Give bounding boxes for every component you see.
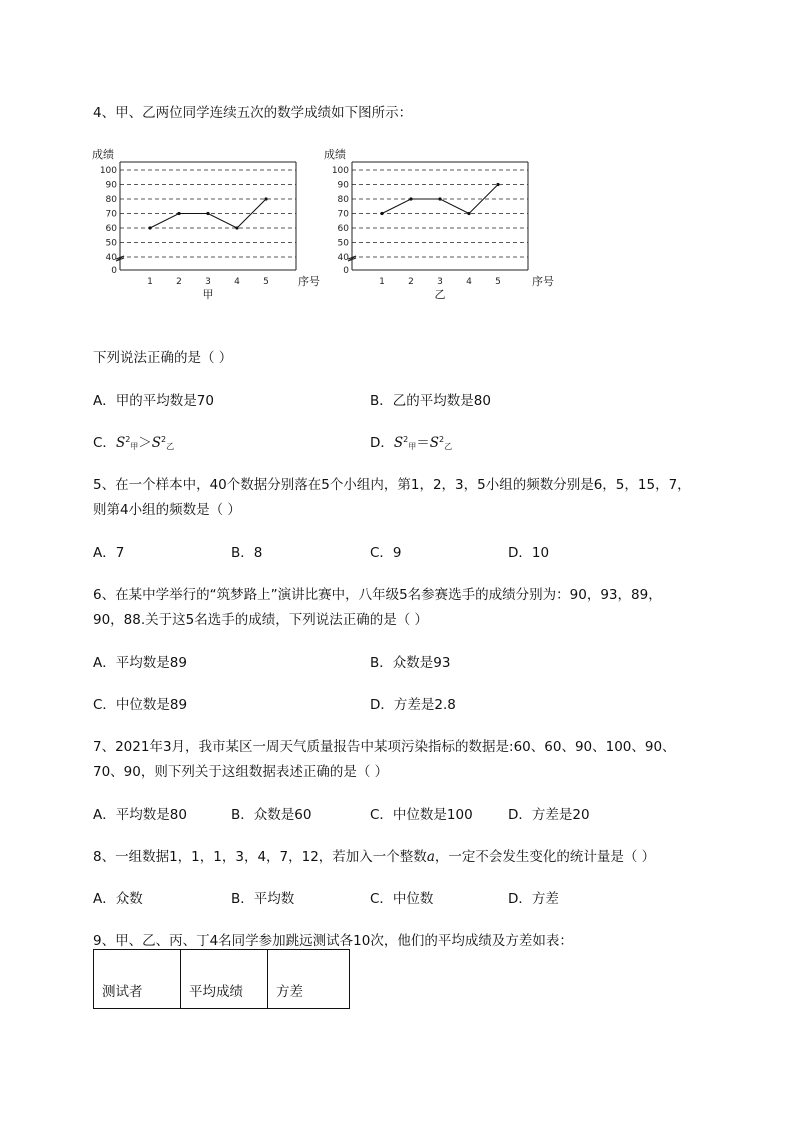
x-tick-label: 2 (408, 277, 414, 287)
q7-option-c[interactable]: C．中位数是100 (370, 807, 473, 823)
data-point (467, 212, 470, 215)
power-symbol: 2 (403, 435, 409, 444)
x-tick-label: 1 (379, 277, 385, 287)
data-point (148, 226, 151, 229)
x-tick-label: 1 (147, 277, 153, 287)
y-axis-label: 成绩 (92, 148, 114, 161)
q7-option-d[interactable]: D．方差是20 (508, 807, 590, 823)
y-tick-label: 80 (105, 195, 117, 205)
q7-option-a[interactable]: A．平均数是80 (93, 807, 187, 823)
data-point (235, 226, 238, 229)
q8-option-a[interactable]: A．众数 (93, 891, 143, 907)
table-row (94, 950, 350, 1009)
data-point (206, 212, 209, 215)
q4-stem: 4、甲、乙两位同学连续五次的数学成绩如下图所示： (93, 105, 413, 121)
y-tick-label: 60 (337, 224, 349, 234)
subscript-label: 甲 (130, 442, 139, 451)
data-point (496, 183, 499, 186)
q9-table (93, 949, 350, 1009)
q8-stem (93, 845, 655, 865)
data-point (264, 197, 267, 200)
q4-option-b[interactable]: B．乙的平均数是80 (370, 393, 491, 409)
variance-symbol: S (151, 435, 162, 451)
q6-option-a[interactable]: A．平均数是89 (93, 655, 187, 671)
data-point (177, 212, 180, 215)
power-symbol: 2 (161, 435, 167, 444)
q8-stem-b: ，一定不会发生变化的统计量是（ ） (434, 849, 656, 865)
subscript-label: 乙 (166, 442, 175, 451)
x-tick-label: 3 (437, 277, 443, 287)
y-tick-label: 40 (337, 253, 349, 263)
x-tick-label: 2 (176, 277, 182, 287)
y-tick-label: 0 (343, 266, 349, 276)
table-header-cell: 方差 (268, 950, 350, 1009)
chart-jia (90, 146, 322, 320)
y-tick-label: 100 (99, 166, 117, 176)
q6-option-b[interactable]: B．众数是93 (370, 655, 451, 671)
x-tick-label: 4 (234, 277, 240, 287)
power-symbol: 2 (439, 435, 445, 444)
x-tick-label: 5 (263, 277, 269, 287)
chart-caption: 乙 (434, 288, 446, 301)
q4-option-c[interactable] (93, 431, 174, 452)
q7-option-b[interactable]: B．众数是60 (231, 807, 312, 823)
y-tick-label: 90 (105, 180, 117, 191)
q7-line2: 70、90，则下列关于这组数据表述正确的是（ ） (93, 764, 389, 780)
y-tick-label: 90 (337, 180, 349, 191)
variance-symbol: S (115, 435, 126, 451)
q8-option-c[interactable]: C．中位数 (370, 891, 434, 907)
table-header-cell: 测试者 (94, 950, 181, 1009)
power-symbol: 2 (125, 435, 131, 444)
y-tick-label: 0 (111, 266, 117, 276)
q4-option-c-prefix: C． (93, 435, 116, 451)
q4-option-d[interactable] (370, 431, 452, 452)
q5-option-a[interactable]: A．7 (93, 545, 125, 561)
q6-line2: 90，88.关于这5名选手的成绩，下列说法正确的是（ ） (93, 612, 429, 628)
data-point (438, 197, 441, 200)
y-tick-label: 50 (337, 238, 349, 249)
subscript-label: 甲 (408, 442, 417, 451)
x-axis-label: 序号 (298, 275, 320, 288)
q8-stem-a: 8、一组数据1，1，1，3，4，7，12，若加入一个整数 (93, 849, 427, 865)
q8-option-d[interactable]: D．方差 (508, 891, 559, 907)
comparison-operator: ＞ (138, 435, 152, 451)
data-point (409, 197, 412, 200)
y-tick-label: 50 (105, 238, 117, 249)
chart-jia-svg (90, 146, 322, 316)
y-tick-label: 70 (337, 209, 349, 220)
q6-option-d[interactable]: D．方差是2.8 (370, 697, 456, 713)
q6-line1: 6、在某中学举行的“筑梦路上”演讲比赛中，八年级5名参赛选手的成绩分别为：90，93，89， (93, 587, 662, 603)
q5-option-b[interactable]: B．8 (231, 545, 263, 561)
q5-option-d[interactable]: D．10 (508, 545, 550, 561)
x-tick-label: 5 (495, 277, 501, 287)
q5-line2: 则第4小组的频数是（ ） (93, 502, 241, 518)
subscript-label: 乙 (444, 442, 453, 451)
q5-option-c[interactable]: C．9 (370, 545, 402, 561)
q9-stem: 9、甲、乙、丙、丁4名同学参加跳远测试各10次，他们的平均成绩及方差如表： (93, 933, 573, 949)
q4-option-d-prefix: D． (370, 435, 394, 451)
q8-option-b[interactable]: B．平均数 (231, 891, 295, 907)
variance-symbol: S (393, 435, 404, 451)
q4-question: 下列说法正确的是（ ） (93, 350, 233, 366)
chart-yi-svg (322, 146, 562, 316)
y-tick-label: 100 (331, 166, 349, 176)
y-tick-label: 60 (105, 224, 117, 234)
x-tick-label: 4 (466, 277, 472, 287)
y-tick-label: 70 (105, 209, 117, 220)
data-point (380, 212, 383, 215)
q5-line1: 5、在一个样本中，40个数据分别落在5个小组内，第1，2，3，5小组的频数分别是6，5，15，7， (93, 477, 691, 493)
x-axis-label: 序号 (532, 275, 554, 288)
q4-option-a[interactable]: A．甲的平均数是70 (93, 393, 214, 409)
y-tick-label: 40 (105, 253, 117, 263)
comparison-operator: ＝ (416, 435, 430, 451)
chart-caption: 甲 (202, 288, 214, 301)
chart-yi (322, 146, 562, 320)
x-tick-label: 3 (205, 277, 211, 287)
q7-line1: 7、2021年3月，我市某区一周天气质量报告中某项污染指标的数据是:60、60、90、100、90、 (93, 739, 676, 755)
y-tick-label: 80 (337, 195, 349, 205)
q8-variable: a (426, 849, 435, 865)
q6-option-c[interactable]: C．中位数是89 (93, 697, 188, 713)
y-axis-label: 成绩 (324, 148, 346, 161)
table-header-cell: 平均成绩 (181, 950, 268, 1009)
variance-symbol: S (429, 435, 439, 451)
